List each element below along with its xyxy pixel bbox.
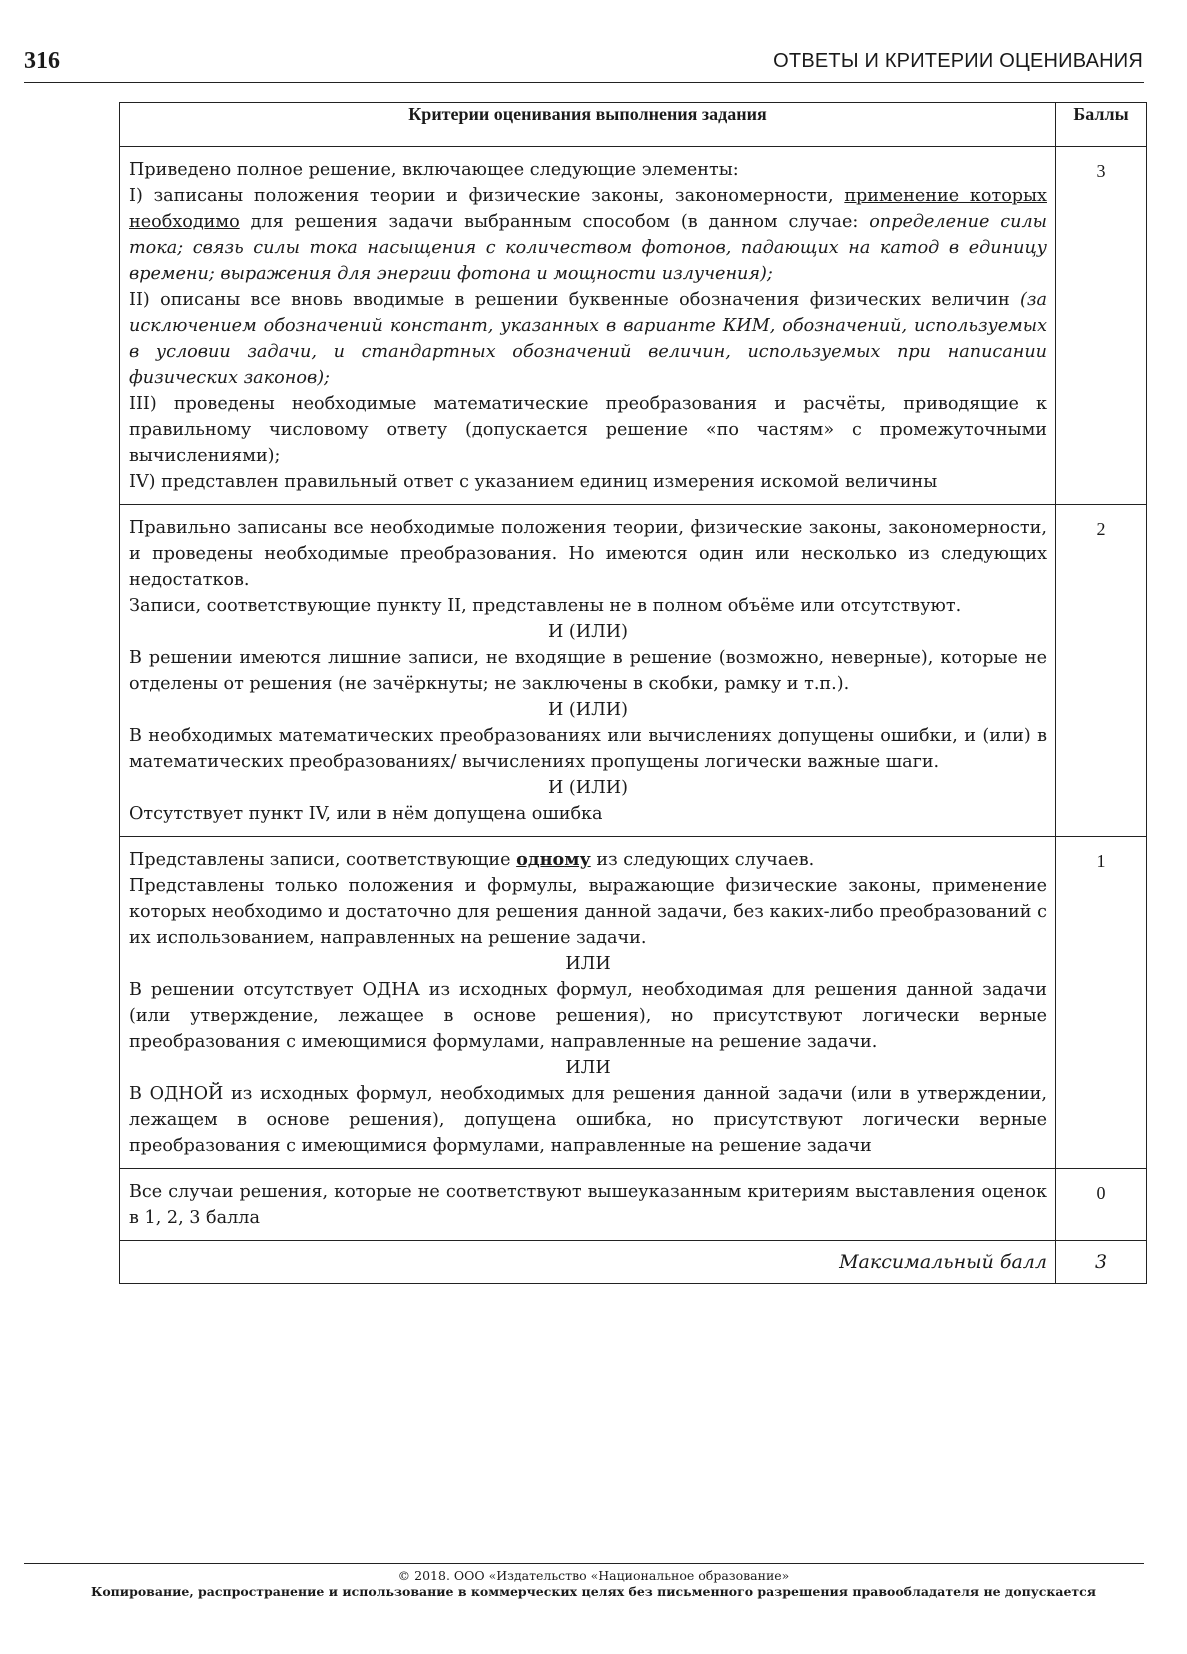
header-divider	[24, 82, 1144, 83]
separator-and-or: И (ИЛИ)	[547, 778, 629, 798]
criteria-text: Представлены записи, соответствующие	[129, 850, 517, 870]
emphasized-text: одному	[516, 849, 591, 870]
criteria-item-i	[129, 183, 1047, 287]
max-score-row	[120, 1241, 1147, 1284]
column-header-criteria: Критерии оценивания выполнения задания	[120, 103, 1056, 147]
criteria-text: I) записаны положения теории и физические законы, закономерности,	[129, 186, 845, 206]
criteria-text	[129, 847, 1047, 873]
italic-text: (за исключением обозначений констант, указанных в варианте КИМ, обозначений, используемых в условии задачи, и стандартных обозначений величин, используемых при написании физических законов);	[129, 290, 1047, 388]
criteria-text: Приведено полное решение, включающее следующие элементы:	[129, 160, 739, 180]
points-cell: 1	[1056, 837, 1147, 1169]
italic-text: определение силы тока; связь силы тока насыщения с количеством фотонов, падающих на катод в единицу времени; выражения для энергии фотона и мощности излучения);	[129, 212, 1047, 284]
criteria-cell-1	[120, 837, 1056, 1169]
table-row	[120, 505, 1147, 837]
criteria-text: В решении имеются лишние записи, не входящие в решение (возможно, неверные), которые не отделены от решения (не зачёркнуты; не заключены в скобки, рамку и т.п.).	[129, 648, 1047, 694]
criteria-cell-0	[120, 1169, 1056, 1241]
points-cell: 0	[1056, 1169, 1147, 1241]
max-score-label: Максимальный балл	[120, 1241, 1056, 1284]
criteria-item-ii	[129, 287, 1047, 391]
criteria-text: В необходимых математических преобразованиях или вычислениях допущены ошибки, и (или) в математических преобразованиях/ вычислениях пропущены логически важные шаги.	[129, 726, 1047, 772]
running-title: ОТВЕТЫ И КРИТЕРИИ ОЦЕНИВАНИЯ	[773, 50, 1143, 72]
criteria-text: В ОДНОЙ из исходных формул, необходимых для решения данной задачи (или в утверждении, лежащем в основе решения), допущена ошибка, но присутствуют логически верные преобразования с имеющимися формулами, направленные на решение задачи	[129, 1084, 1047, 1156]
criteria-cell-2	[120, 505, 1056, 837]
criteria-cell-3	[120, 147, 1056, 505]
points-cell: 2	[1056, 505, 1147, 837]
criteria-text: В решении отсутствует ОДНА из исходных формул, необходимая для решения данной задачи (или утверждение, лежащее в основе решения), но присутствуют логически верные преобразования с имеющимися формулами, направленные на решение задачи.	[129, 980, 1047, 1052]
criteria-text: Все случаи решения, которые не соответствуют вышеуказанным критериям выставления оценок в 1, 2, 3 балла	[129, 1182, 1047, 1228]
separator-and-or: И (ИЛИ)	[547, 622, 629, 642]
criteria-text: II) описаны все вновь вводимые в решении буквенные обозначения физических величин	[129, 290, 1021, 310]
underlined-text: применение которых необходимо	[129, 186, 1047, 232]
criteria-item-iv: IV) представлен правильный ответ с указанием единиц измерения искомой величины	[129, 472, 938, 492]
table-header-row	[120, 103, 1147, 147]
max-score-value: 3	[1056, 1241, 1147, 1284]
criteria-text: Записи, соответствующие пункту II, представлены не в полном объёме или отсутствуют.	[129, 596, 962, 616]
criteria-text: из следующих случаев.	[590, 850, 815, 870]
copyright-line: © 2018. ООО «Издательство «Национальное образование»	[397, 1568, 790, 1583]
criteria-text: Отсутствует пункт IV, или в нём допущена ошибка	[129, 804, 603, 824]
points-cell: 3	[1056, 147, 1147, 505]
criteria-table	[119, 102, 1147, 1284]
criteria-text: Правильно записаны все необходимые положения теории, физические законы, закономерности, и проведены необходимые преобразования. Но имеются один или несколько из следующих недостатков.	[129, 518, 1047, 590]
separator-or: ИЛИ	[565, 1058, 611, 1078]
separator-or: ИЛИ	[565, 954, 611, 974]
table-row	[120, 837, 1147, 1169]
criteria-text: для решения задачи выбранным способом (в данном случае:	[239, 212, 870, 232]
table-row	[120, 147, 1147, 505]
criteria-text: Представлены только положения и формулы, выражающие физические законы, применение которых необходимо и достаточно для решения данной задачи, без каких-либо преобразований с их использованием, направленных на решение задачи.	[129, 876, 1047, 948]
criteria-item-iii: III) проведены необходимые математические преобразования и расчёты, приводящие к правильному числовому ответу (допускается решение «по частям» с промежуточными вычислениями);	[129, 394, 1047, 466]
separator-and-or: И (ИЛИ)	[547, 700, 629, 720]
table-row	[120, 1169, 1147, 1241]
page-number: 316	[24, 48, 60, 74]
footer-divider	[24, 1563, 1144, 1564]
legal-notice: Копирование, распространение и использование в коммерческих целях без письменного разрешения правообладателя не допускается	[90, 1584, 1097, 1599]
column-header-points: Баллы	[1056, 103, 1147, 147]
